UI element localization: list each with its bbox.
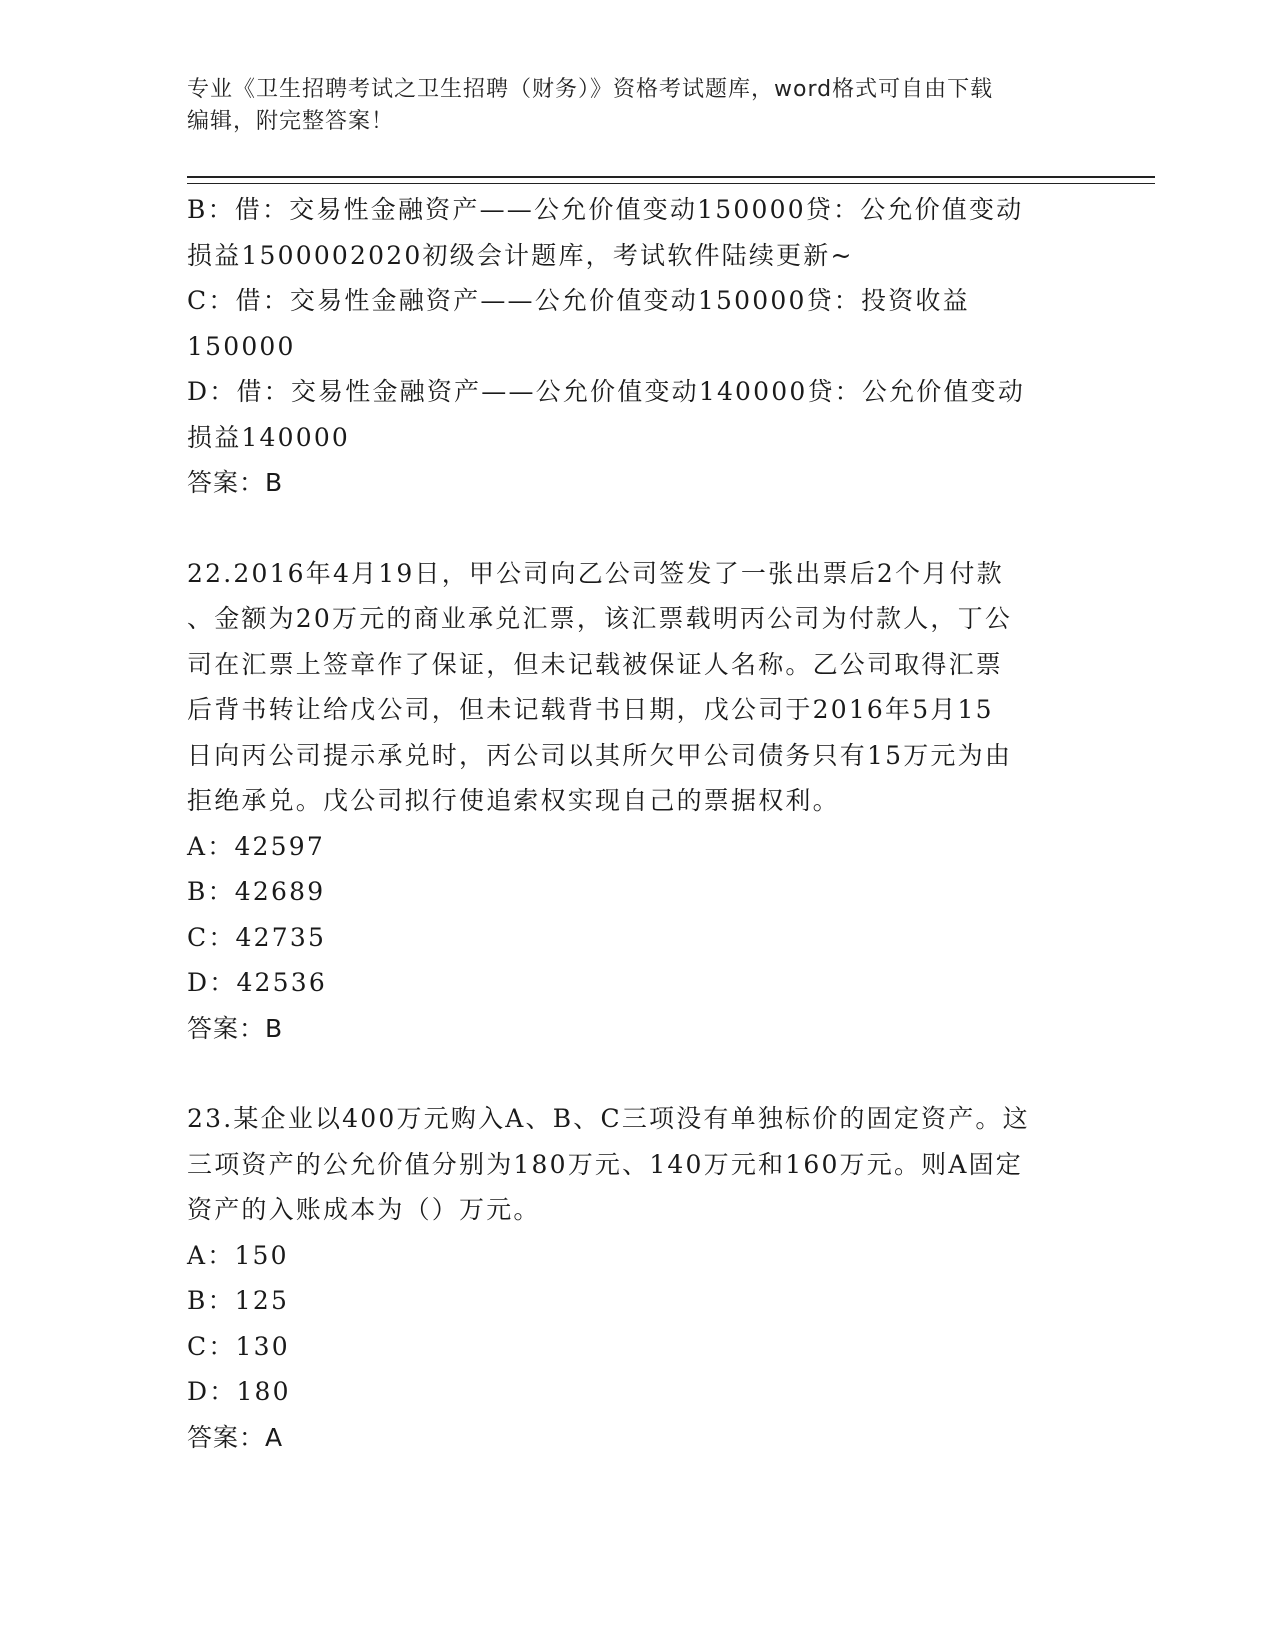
question-23 <box>187 1096 1087 1460</box>
question-stem-line: 日向丙公司提示承兑时，丙公司以其所欠甲公司债务只有15万元为由 <box>187 740 1013 770</box>
answer-line <box>187 1006 1087 1052</box>
answer-label: 答案： <box>187 1013 266 1043</box>
answer-label: 答案： <box>187 468 266 497</box>
question-21 <box>187 187 1087 506</box>
question-22 <box>187 551 1087 1052</box>
question-stem-line: 司在汇票上签章作了保证，但未记载被保证人名称。乙公司取得汇票 <box>187 649 1004 679</box>
answer-value: A <box>265 1422 284 1452</box>
header-line-1: 专业《卫生招聘考试之卫生招聘（财务）》资格考试题库，word格式可自由下载 <box>187 77 994 102</box>
question-stem-line: 三项资产的公允价值分别为180万元、140万元和160万元。则A固定 <box>187 1149 1024 1179</box>
answer-value: B <box>265 468 284 497</box>
answer-label: 答案： <box>187 1422 266 1452</box>
option-d: D：42536 <box>187 968 327 997</box>
header-line-2: 编辑，附完整答案！ <box>187 109 395 134</box>
option-d: D：180 <box>187 1377 291 1406</box>
option-a: A：150 <box>187 1240 289 1270</box>
option-c-line-2: 150000 <box>187 331 296 361</box>
option-b: B：125 <box>187 1286 290 1315</box>
option-c: C：130 <box>187 1331 290 1361</box>
question-stem-line: 拒绝承兑。戊公司拟行使追索权实现自己的票据权利。 <box>187 786 840 815</box>
option-d-line-2: 损益140000 <box>187 422 351 452</box>
question-stem-line: 22.2016年4月19日，甲公司向乙公司签发了一张出票后2个月付款 <box>187 558 1004 588</box>
question-stem-line: 、金额为20万元的商业承兑汇票，该汇票载明丙公司为付款人，丁公 <box>187 604 1013 633</box>
header-divider-thick <box>187 176 1155 178</box>
option-a: A：42597 <box>187 831 325 861</box>
spacer <box>187 506 1087 551</box>
answer-line <box>187 1415 1087 1461</box>
spacer <box>187 1051 1087 1096</box>
document-header <box>187 74 1087 138</box>
option-c-line-1: C：借：交易性金融资产——公允价值变动150000贷：投资收益 <box>187 286 970 315</box>
option-b-line-1: B：借：交易性金融资产——公允价值变动150000贷：公允价值变动 <box>187 195 1024 224</box>
option-b-line-2: 损益1500002020初级会计题库，考试软件陆续更新~ <box>187 240 854 270</box>
question-content <box>187 187 1087 1460</box>
question-stem-line: 后背书转让给戊公司，但未记载背书日期，戊公司于2016年5月15 <box>187 695 994 724</box>
answer-value: B <box>265 1013 284 1043</box>
option-b: B：42689 <box>187 877 326 906</box>
header-divider-thin <box>187 183 1155 184</box>
option-d-line-1: D：借：交易性金融资产——公允价值变动140000贷：公允价值变动 <box>187 377 1026 406</box>
question-stem-line: 资产的入账成本为（）万元。 <box>187 1195 541 1224</box>
answer-line <box>187 460 1087 506</box>
option-c: C：42735 <box>187 922 327 952</box>
question-stem-line: 23.某企业以400万元购入A、B、C三项没有单独标价的固定资产。这 <box>187 1104 1030 1133</box>
